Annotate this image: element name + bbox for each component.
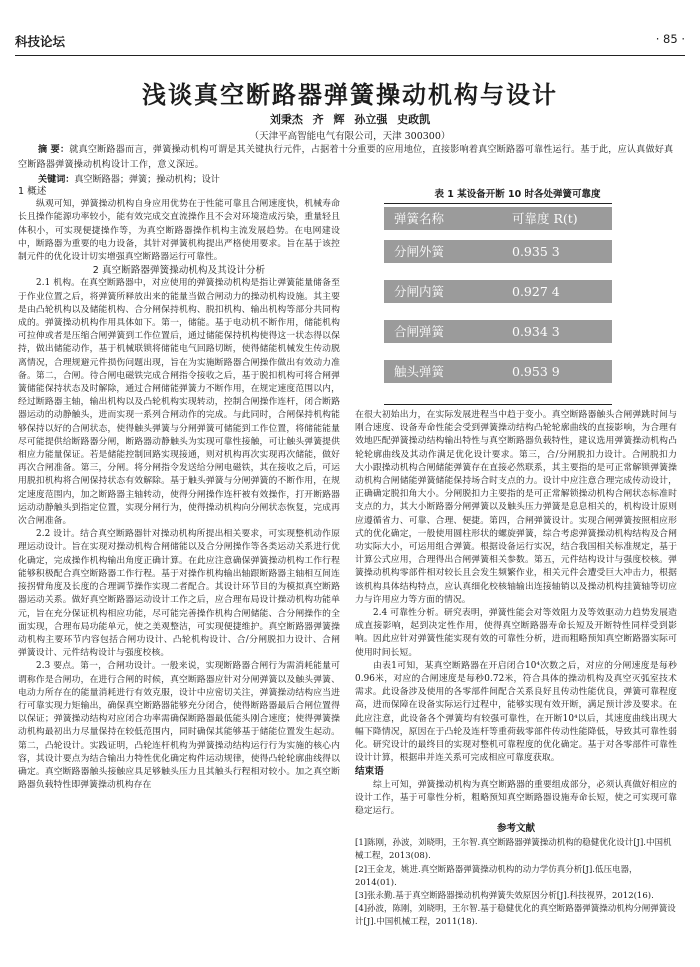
- section-2-2-paragraph: 2.2 设计。结合真空断路器针对操动机构所提出相关要求，可实现整机动作原理运动设计。旨在实现对操动机构合闸储能以及合分闸操作等各类运动关系进行优化确定，完成操作机构输出角度正确计算。在此应注意确保弹簧操动机构工作行程能够积极配合真空断路器工作行程。基于对操作机构输出轴跟断路器主轴相互间连接拐臂角度及长度的合理调节操作实现二者配合。其设计环节目的为模拟真空断路器运动关系。做好真空断路器运动设计工作之后，应合理布局设计操动机构功能单元，旨在充分保证机构相应功能，尽可能完善操作机构合闸储能、合分闸操作的全面实现，合理布局功能单元，使之美观整洁，可实现便捷维护。真空断路器弹簧操动机构主要环节内容包括合闸功设计、凸轮机构设计、合/分闸脱扣力设计、合闸弹簧设计、元件结构设计与强度校核。: [18, 529, 340, 659]
- article-title: 浅谈真空断路器弹簧操动机构与设计: [142, 80, 558, 109]
- abstract-label: 摘 要：: [38, 145, 70, 155]
- section-2-3-continued: 在很大初始出力，在实际发展进程当中趋于变小。真空断路器触头合闸弹跳时间与刚合速度、设备寿命性能会受到弹簧操动结构凸轮轮廓曲线的直接影响，为合理有效地匹配弹簧操动结构输出特性与真空断路器负载特性，建议选用弹簧操动机构凸轮轮廓曲线及其动作满足优化设计要求。第三，合/分闸脱扣力设计。合闸脱扣力大小跟操动机构合闸储能弹簧存在直接必然联系，其主要指的是可正常解锁弹簧操动机构合闸储能弹簧储能保持场合时支点的力。设计中应注意合理完成传动设计，正确确定脱扣角大小。分闸脱扣力主要指的是可正常解锁操动机构合闸状态标准时支点的力，其大小断路器分闸弹簧以及触头压力弹簧是息息相关的，机构设计原则应遵循省力、可靠、合理、便捷。第四，合闸弹簧设计。实现合闸弹簧按照相应形式的优化确定，一般使用圆柱形状的螺旋弹簧，综合考虑弹簧操动机构结构及合闸功实际大小，可运用组合弹簧。根据设备运行实况，结合我国相关标准规定，基于计算公式应用，合理得出合闸弹簧相关参数。第五，元件结构设计与强度校核。弹簧操动机构零部件相对较长且会发生频繁作业，相关元件会遭受巨大冲击力，根据该机构具体结构特点，应认真细化校核轴输出连接轴销以及操动机构挂簧轴等切应力与许用应力等方面的情况。: [355, 410, 677, 605]
- keywords: [38, 172, 678, 185]
- journal-name: 科技论坛: [15, 34, 66, 49]
- table-cell-value: 0.927 4: [512, 284, 560, 299]
- table-header-row: [384, 207, 612, 230]
- abstract-text: 就真空断路器而言，弹簧操动机构可谓是其关键执行元件，占据着十分重要的应用地位，直接影响着真空断路器可靠性运行。基于此，应认真做好真空断路器弹簧操动机构设计工作，意义深远。: [18, 145, 674, 170]
- left-column: [18, 185, 340, 792]
- table-row: [384, 240, 612, 263]
- right-column-text: [355, 409, 677, 818]
- table-cell-value: 0.953 9: [512, 364, 560, 379]
- table-row: [384, 280, 612, 303]
- table-cell-name: 分闸内簧: [394, 284, 445, 299]
- reliability-table: [384, 203, 612, 405]
- section-2-3-paragraph: 2.3 要点。第一，合闸功设计。一般来说，实现断路器合闸行为需消耗能量可谓称作是合闸功，在进行合闸的时候，真空断路器应针对分闸弹簧以及触头弹簧、电动力所存在的能量消耗进行有效克服，设计中应密切关注，弹簧操动结构应当进行可靠实现力矩输出，确保真空断路器能够充分闭合，使得断路器最后合闸位置得以保证；弹簧操动结构对应闭合功率需确保断路器最低能头刚合速度；使得弹簧操动机构最初出力尽量保持在较低范围内，同时确保其能够基于储能位置发生起动。第二，凸轮设计。实践证明，凸轮连杆机构为弹簧操动结构运行行为实施的核心内容，其设计要点为结合输出力特性优化确定构件运动规律，使得凸轮轮廓曲线得以确定。真空断路器触头接触应具足够触头压力且其触头行程相对较小。加之真空断路器负载特性即弹簧操动机构存在: [18, 661, 340, 791]
- page-number: · 85 ·: [655, 32, 685, 46]
- table-caption: 表 1 某设备开断 10 时各处弹簧可靠度: [434, 189, 601, 200]
- table-row: [384, 320, 612, 343]
- reference-item: [4]孙波，陈刚，刘晓明，王尔智.基于稳健优化的真空断路器弹簧操动机构分闸弹簧设计[J].中国机械工程，2011(18).: [355, 904, 676, 928]
- reference-item: [1]陈刚，孙波，刘晓明，王尔智.真空断路器弹簧操动机构的稳健优化设计[J].中国机械工程，2013(08).: [355, 838, 672, 862]
- article-affiliation: （天津平高智能电气有限公司，天津 300300）: [249, 131, 451, 142]
- section-2-4-paragraph: 2.4 可靠性分析。研究表明，弹簧性能会对等效阻力及等效驱动力趋势发展造成直接影响，起到决定性作用，使得真空断路器寿命长短及开断特性同样受到影响。因此应针对弹簧性能实现有效的可靠性分析，进而粗略预知真空断路器实际可使用时间长短。: [355, 608, 677, 658]
- abstract: [18, 143, 682, 172]
- table-cell-name: 分闸外簧: [394, 244, 445, 259]
- keywords-label: 关键词：: [38, 175, 75, 185]
- article-authors: 刘秉杰 齐 辉 孙立强 史政凯: [269, 113, 431, 126]
- table-col2-header: 可靠度 R(t): [512, 211, 578, 226]
- section-1-heading: 1 概述: [18, 186, 47, 197]
- section-1-paragraph: 纵观可知，弹簧操动机构自身应用优势在于性能可靠且合闸速度快，机械寿命长且操作能源功率较小，能有效完成交直流操作且不会对环境造成污染，重量轻且体积小，可实现便捷操作等，为真空断路器操作机构主流发展趋势。在电网建设中，断路器为重要的电力设备，其针对弹簧机构提出严格使用要求。旨在基于该控制元件的优化设计切实增强真空断路器运行可靠性。: [18, 199, 340, 263]
- references: [355, 822, 677, 930]
- conclusion-heading: 结束语: [355, 766, 384, 778]
- section-2-heading: 2 真空断路器弹簧操动机构及其设计分析: [92, 265, 266, 277]
- section-2-5-paragraph: 由表1可知，某真空断路器在开启闭合10⁴次数之后，对应的分闸速度是每秒0.96米，对应的合闸速度是每秒0.72米，符合具体的操动机构及真空灭弧室技术需求。此设备涉及使用的各零部件间配合关系良好且传动性能优良，弹簧可靠程度高，进而保障在设备实际运行过程中，能够实现有效开断，满足预计涉及要求。在此应注意，此设备各个弹簧均有较强可靠性，在开断10⁴以后，其速度曲线出现大幅下降情况，原因在于凸轮及连杆等重荷载零部件传动性能降低，导致其可靠性弱化。研究设计的最终目的实现对整机可靠程度的优化确定。基于对各零部件可靠性设计计算，根据串并连关系可完成相应可靠度获取。: [355, 660, 677, 764]
- header-divider: [15, 55, 685, 56]
- conclusion-paragraph: 综上可知，弹簧操动机构为真空断路器的重要组成部分，必须认真做好相应的设计工作，基于可靠性分析，粗略预知真空断路器设施寿命长短，使之可实现可靠稳定运行。: [355, 779, 677, 817]
- table-cell-name: 合闸弹簧: [394, 324, 445, 339]
- references-heading: 参考文献: [496, 823, 535, 834]
- keywords-text: 真空断路器；弹簧；操动机构；设计: [74, 175, 220, 185]
- table-cell-value: 0.935 3: [512, 244, 560, 259]
- reference-item: [2]王金龙，姚进.真空断路器弹簧操动机构的动力学仿真分析[J].低压电器，2014(01).: [355, 864, 638, 888]
- reference-item: [3]张永勤.基于真空断路器操动机构弹簧失效原因分析[J].科技视界，2012(16).: [355, 891, 654, 902]
- page-header: [15, 32, 685, 52]
- table-cell-name: 触头弹簧: [394, 364, 445, 379]
- table-col1-header: 弹簧名称: [394, 211, 445, 226]
- section-2-1-paragraph: 2.1 机构。在真空断路器中，对应使用的弹簧操动机构是指让弹簧能量储备至于作业位置之后，将弹簧所释放出来的能量当做合闸动力的操动机构设施。其主要是由凸轮机构以及储能机构、合分闸保持机构、脱扣机构、输出机构等部分共同构成的。弹簧操动机构作用具体如下。第一，储能。基于电动机不断作用，储能机构可拉伸或者是压缩合闸弹簧到工作位置后，通过储能保持机构使得这一状态得以保持，做出储能动作，基于机械联锁将储能电气回路切断，使得储能机械发生传动脱离情况，合理规避元件损伤问题出现，旨在为实施断路器合闸操作做出有效动力准备。第二，合闸。待合闸电磁铁完成合闸指令接收之后，基于脱扣机构可将合闸弹簧储能保持状态及时解除，通过合闸储能弹簧力不断作用，在规定速度范围以内，经过断路器主轴，输出机构以及凸轮机构实现转动，控制合闸操作连杆，闭合断路器运动的动静触头，进而实现一系列合闸动作的完成。与此同时，合闸保持机构能够保持以好的合闸状态，使得触头弹簧与分闸弹簧可储能到工作位置，将储能能量尽可能提供给断路器分闸，断路器动静触头为实现可靠性接触，可让触头弹簧提供相应力能量保证。若是储能控制回路实现接通，则对机构再次实现再次储能，做好再次合闸准备。第三，分闸。将分闸指令发送给分闸电磁铁，其在接收之后，可运用脱扣机构将合闸保持状态有效解除。基于触头弹簧与分闸弹簧的不断作用，在规定速度范围内，加之断路器主轴转动，使得分闸操作连杆被有效操作，打开断路器运动动静触头到指定位置，实现分闸行为，使得操动机构向分闸状态恢复，完成再次合闸准备。: [18, 278, 340, 527]
- table-row: [384, 360, 612, 383]
- table-cell-value: 0.934 3: [512, 324, 560, 339]
